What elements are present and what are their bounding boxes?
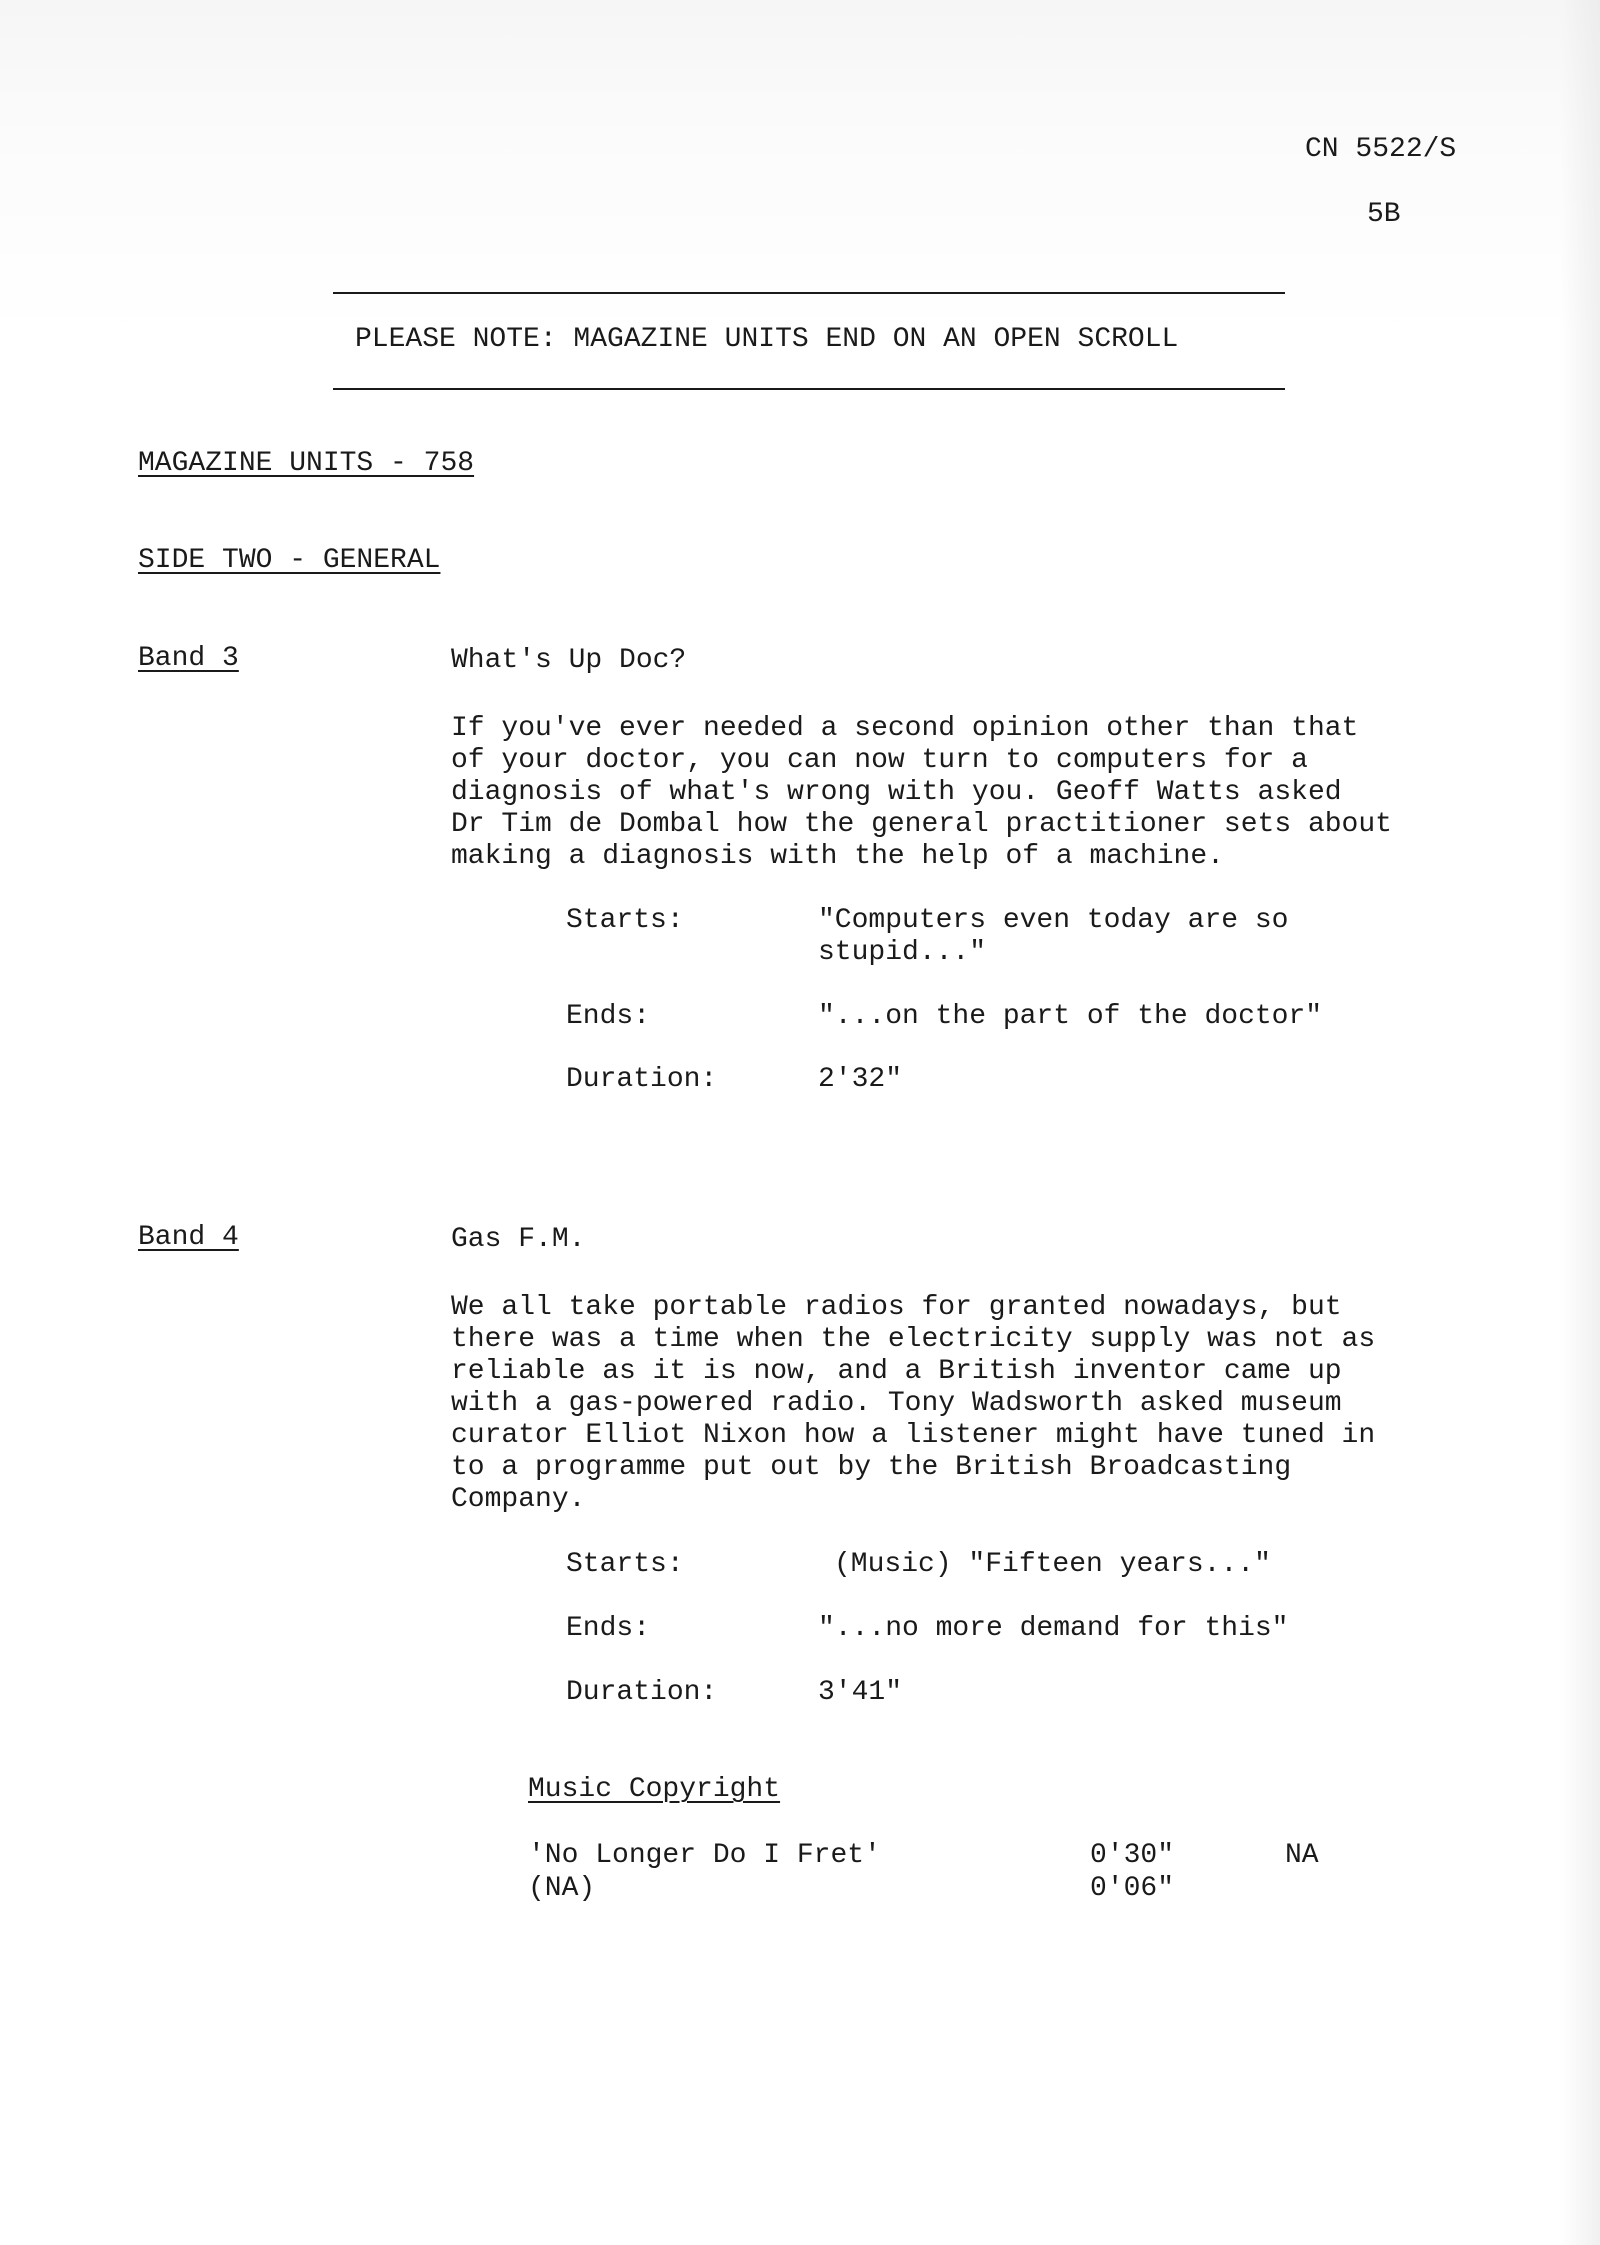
ends-label: Ends: [566, 1613, 651, 1644]
notice-text: PLEASE NOTE: MAGAZINE UNITS END ON AN OPEN SCROLL [355, 324, 1179, 355]
band-description-line: making a diagnosis with the help of a machine. [451, 841, 1224, 872]
document-reference: CN 5522/S [1305, 134, 1457, 165]
duration-label: Duration: [566, 1677, 718, 1708]
band-label: Band 4 [138, 1222, 239, 1253]
band-title: What's Up Doc? [451, 645, 687, 676]
band-label: Band 3 [138, 643, 239, 674]
band-title: Gas F.M. [451, 1224, 586, 1255]
side-title: SIDE TWO - GENERAL [138, 545, 441, 576]
duration-value: 3'41" [818, 1677, 903, 1708]
duration-label: Duration: [566, 1064, 718, 1095]
music-duration: 0'06" [1090, 1873, 1175, 1904]
music-duration: 0'30" [1090, 1840, 1175, 1871]
starts-value-line: stupid..." [818, 937, 987, 968]
unit-title: MAGAZINE UNITS - 758 [138, 448, 475, 479]
starts-label: Starts: [566, 905, 684, 936]
band-description-line: curator Elliot Nixon how a listener might have tuned in [451, 1420, 1376, 1451]
band-description-line: We all take portable radios for granted nowadays, but [451, 1292, 1342, 1323]
band-description-line: reliable as it is now, and a British inventor came up [451, 1356, 1342, 1387]
band-description-line: Dr Tim de Dombal how the general practitioner sets about [451, 809, 1392, 840]
notice-top-rule [333, 292, 1285, 294]
band-description-line: to a programme put out by the British Broadcasting [451, 1452, 1292, 1483]
band-description-line: with a gas-powered radio. Tony Wadsworth asked museum [451, 1388, 1342, 1419]
ends-label: Ends: [566, 1001, 651, 1032]
band-description-line: of your doctor, you can now turn to computers for a [451, 745, 1308, 776]
notice-bottom-rule [333, 388, 1285, 390]
band-description-line: diagnosis of what's wrong with you. Geoff Watts asked [451, 777, 1342, 808]
music-title: 'No Longer Do I Fret' [528, 1840, 881, 1871]
band-description-line: there was a time when the electricity supply was not as [451, 1324, 1376, 1355]
starts-label: Starts: [566, 1549, 684, 1580]
band-description-line: Company. [451, 1484, 586, 1515]
ends-value: "...no more demand for this" [818, 1613, 1289, 1644]
page-number: 5B [1367, 199, 1401, 230]
ends-value: "...on the part of the doctor" [818, 1001, 1323, 1032]
music-title: (NA) [528, 1873, 596, 1904]
duration-value: 2'32" [818, 1064, 903, 1095]
music-label: NA [1285, 1840, 1319, 1871]
music-copyright-heading: Music Copyright [528, 1774, 781, 1805]
band-description-line: If you've ever needed a second opinion other than that [451, 713, 1359, 744]
starts-value-line: "Computers even today are so [818, 905, 1289, 936]
starts-value: (Music) "Fifteen years..." [834, 1549, 1271, 1580]
